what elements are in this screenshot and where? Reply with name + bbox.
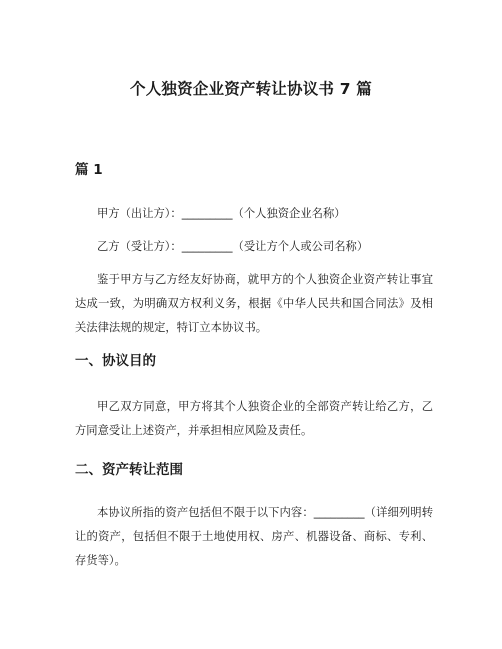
party-a-line: 甲方（出让方）：_________（个人独资企业名称） xyxy=(97,207,346,220)
section-body-scope: 本协议所指的资产包括但不限于以下内容：_________（详细列明转让的资产，包括但不限于土地使用权、房产、机器设备、商标、专利、存货等）。 xyxy=(75,506,433,567)
party-b-line: 乙方（受让方）：_________（受让方个人或公司名称） xyxy=(97,240,369,253)
document-title: 个人独资企业资产转让协议书 7 篇 xyxy=(130,80,372,98)
section-heading-purpose: 一、协议目的 xyxy=(75,353,156,369)
preamble-paragraph: 鉴于甲方与乙方经友好协商，就甲方的个人独资企业资产转让事宜达成一致，为明确双方权利义务，根据《中华人民共和国合同法》及相关法律法规的规定，特订立本协议书。 xyxy=(75,273,433,334)
section-heading-scope: 二、资产转让范围 xyxy=(75,462,183,478)
section-body-purpose: 甲乙双方同意，甲方将其个人独资企业的全部资产转让给乙方，乙方同意受让上述资产，并承担相应风险及责任。 xyxy=(75,400,433,437)
part-heading: 篇 1 xyxy=(75,162,103,178)
